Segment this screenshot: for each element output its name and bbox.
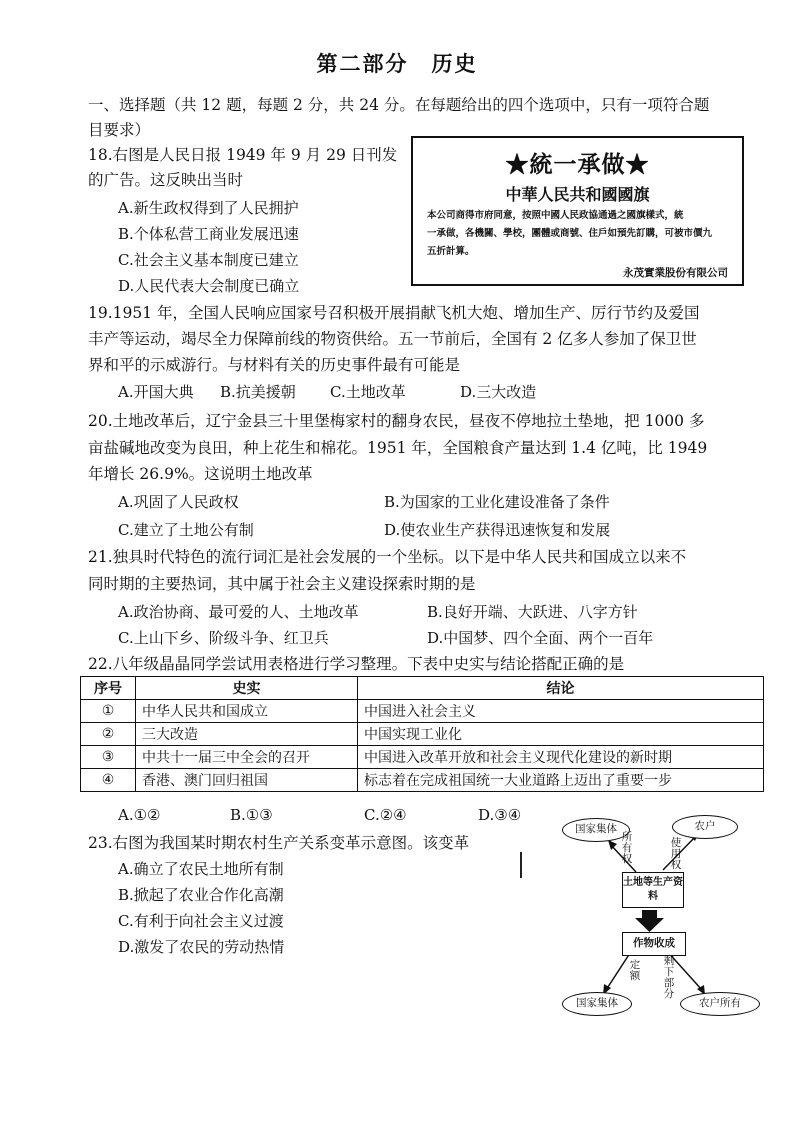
row-fact: 中华人民共和国成立 (136, 700, 358, 723)
node-harvest: 作物收成 (622, 932, 686, 956)
question-text: 年增长 26.9%。这说明土地改革 (88, 465, 313, 483)
arrowhead (608, 840, 617, 850)
option-b: B.良好开端、大跃进、八字方针 (427, 603, 638, 621)
table-header-row (81, 677, 764, 700)
header-number: 序号 (81, 677, 136, 700)
page-title: 第二部分 历史 (316, 51, 478, 76)
row-conclusion: 中国实现工业化 (358, 723, 764, 746)
node-state-collective: 国家集体 (562, 818, 630, 842)
question-text: 界和平的示威游行。与材料有关的历史事件最有可能是 (88, 356, 461, 374)
option-c: C.有利于向社会主义过渡 (118, 912, 284, 930)
question-text: 的广告。这反映出当时 (88, 171, 244, 189)
option-a: A.开国大典 (118, 383, 194, 401)
header-fact: 史实 (136, 677, 358, 700)
node-farmer-owned: 农户所有 (680, 992, 760, 1016)
row-number: ② (81, 723, 136, 746)
down-arrow-icon (635, 910, 664, 932)
option-c: C.土地改革 (330, 383, 406, 401)
row-conclusion: 中国进入改革开放和社会主义现代化建设的新时期 (358, 746, 764, 769)
row-fact: 香港、澳门回归祖国 (136, 769, 358, 792)
ad-headline: ★統一承做★ (505, 151, 650, 178)
table-row (81, 700, 764, 723)
option-d: D.激发了农民的劳动热情 (118, 938, 285, 956)
newspaper-ad (411, 136, 744, 286)
option-d: D.中国梦、四个全面、两个一百年 (427, 629, 654, 647)
option-b: B.①③ (230, 806, 273, 824)
section-instructions-cont: 目要求） (88, 121, 151, 139)
option-a: A.①② (118, 806, 161, 824)
ad-signature: 永茂實業股份有限公司 (623, 267, 728, 279)
node-state-collective-2: 国家集体 (562, 992, 632, 1016)
row-fact: 中共十一届三中全会的召开 (136, 746, 358, 769)
option-b: B.掀起了农业合作化高潮 (118, 886, 284, 904)
option-a: A.政治协商、最可爱的人、土地改革 (118, 603, 359, 621)
header-conclusion: 结论 (358, 677, 764, 700)
label-ownership: 所有权 (621, 831, 633, 865)
node-land: 土地等生产资料 (622, 872, 684, 908)
scan-mark (520, 852, 522, 878)
row-fact: 三大改造 (136, 723, 358, 746)
ad-subhead: 中華人民共和國國旗 (505, 185, 650, 204)
option-b: B.个体私营工商业发展迅速 (118, 225, 299, 243)
option-d: D.使农业生产获得迅速恢复和发展 (384, 521, 611, 539)
option-a: A.确立了农民土地所有制 (118, 860, 284, 878)
node-farmer: 农户 (672, 815, 738, 839)
option-d: D.人民代表大会制度已确立 (118, 277, 300, 295)
row-number: ④ (81, 769, 136, 792)
question-text: 18.右图是人民日报 1949 年 9 月 29 日刊发 (88, 146, 398, 164)
question-text: 亩盐碱地改变为良田，种上花生和棉花。1951 年，全国粮食产量达到 1.4 亿吨，比 1949 (88, 439, 708, 457)
option-c: C.社会主义基本制度已建立 (118, 251, 299, 269)
question-text: 22.八年级晶晶同学尝试用表格进行学习整理。下表中史实与结论搭配正确的是 (88, 655, 625, 673)
question-text: 丰产等运动，竭尽全力保障前线的物资供给。五一节前后，全国有 2 亿多人参加了保卫世 (88, 330, 697, 348)
option-c: C.上山下乡、阶级斗争、红卫兵 (118, 629, 329, 647)
question-text: 20.土地改革后，辽宁金县三十里堡梅家村的翻身农民，昼夜不停地拉土垫地，把 1000 多 (88, 412, 705, 430)
ad-body: 五折計算。 (427, 246, 475, 257)
option-b: B.抗美援朝 (220, 383, 296, 401)
label-usage: 使用权 (670, 837, 682, 871)
section-instructions: 一、选择题（共 12 题，每题 2 分，共 24 分。在每题给出的四个选项中，只有一项符合题 (88, 96, 710, 114)
label-fixed: 定额 (629, 959, 641, 982)
question-text: 同时期的主要热词，其中属于社会主义建设探索时期的是 (88, 575, 476, 593)
question-text: 21.独具时代特色的流行词汇是社会发展的一个坐标。以下是中华人民共和国成立以来不 (88, 548, 687, 566)
table-row (81, 769, 764, 792)
option-d: D.三大改造 (460, 383, 537, 401)
fact-conclusion-table (80, 676, 764, 792)
question-text: 23.右图为我国某时期农村生产关系变革示意图。该变革 (88, 834, 470, 852)
option-d: D.③④ (478, 806, 522, 824)
option-b: B.为国家的工业化建设准备了条件 (384, 493, 610, 511)
option-c: C.建立了土地公有制 (118, 521, 254, 539)
option-c: C.②④ (364, 806, 407, 824)
ad-body: 本公司商得市府同意，按照中國人民政協通過之國旗樣式，統 (427, 210, 684, 221)
label-remaining: 剩下部分 (663, 955, 675, 1000)
option-a: A.巩固了人民政权 (118, 493, 239, 511)
ad-body: 一承做，各機關、學校，團體或商號、住戶如預先訂購，可被市價九 (427, 228, 713, 239)
table-row (81, 746, 764, 769)
option-a: A.新生政权得到了人民拥护 (118, 199, 299, 217)
row-number: ① (81, 700, 136, 723)
row-number: ③ (81, 746, 136, 769)
question-text: 19.1951 年，全国人民响应国家号召积极开展捐献飞机大炮、增加生产、厉行节约及爱国 (88, 304, 700, 322)
row-conclusion: 标志着在完成祖国统一大业道路上迈出了重要一步 (358, 769, 764, 792)
table-row (81, 723, 764, 746)
row-conclusion: 中国进入社会主义 (358, 700, 764, 723)
